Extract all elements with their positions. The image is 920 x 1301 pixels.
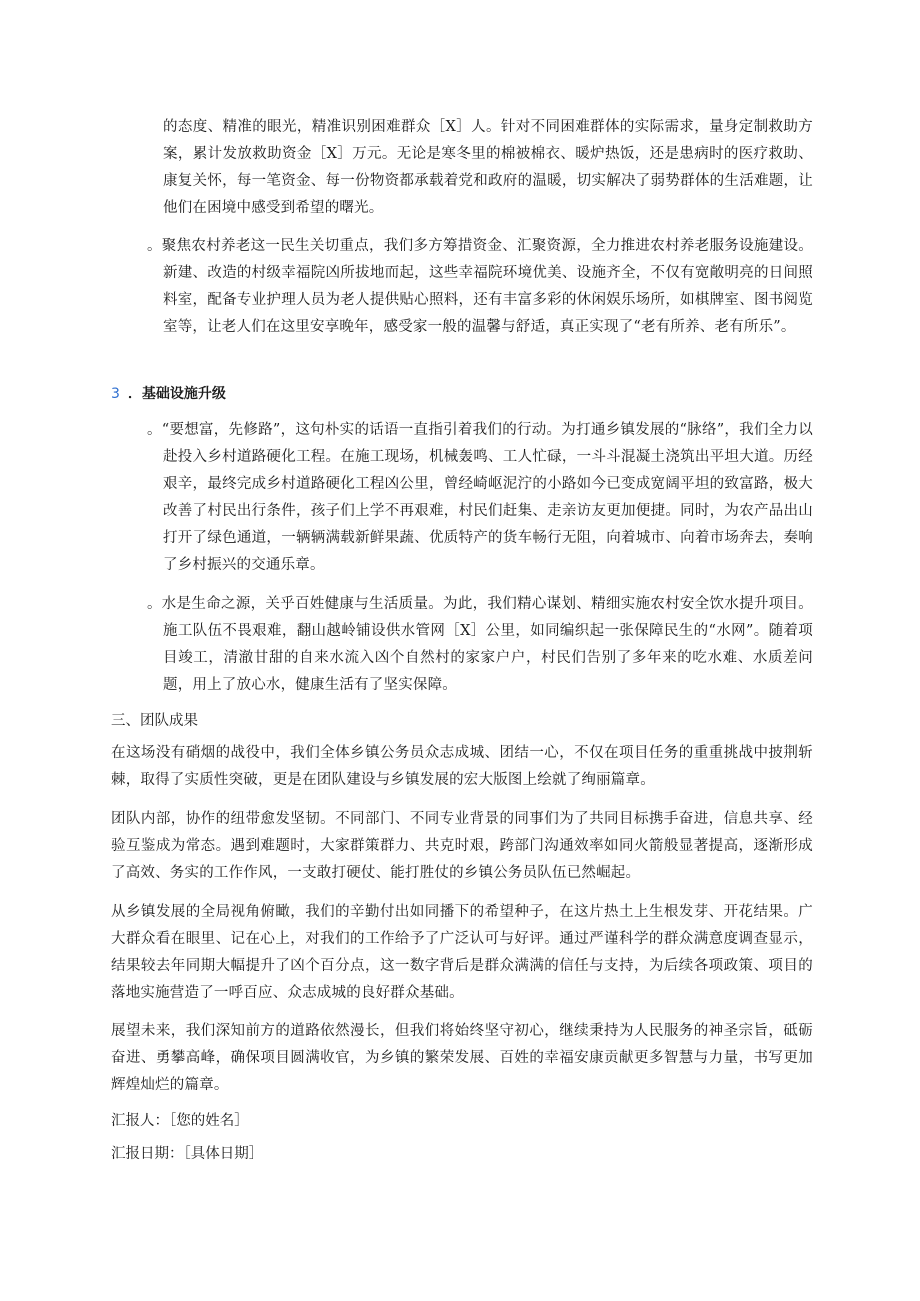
paragraph-outlook: 展望未来，我们深知前方的道路依然漫长，但我们将始终坚守初心，继续秉持为人民服务的神圣宗旨，砥砺奋进、勇攀高峰，确保项目圆满收官，为乡镇的繁荣发展、百姓的幸福安康贡献更多智慧与力量，书写更加辉煌灿烂的篇章。 (111, 1023, 813, 1093)
signature-reporter: 汇报人：［您的姓名］ (111, 1113, 249, 1129)
section-title-team-results: 三、团队成果 (111, 713, 198, 729)
paragraph-town-development: 从乡镇发展的全局视角俯瞰，我们的辛勤付出如同播下的希望种子，在这片热土上生根发芽、开花结果。广大群众看在眼里、记在心上，对我们的工作给予了广泛认可与好评。通过严谨科学的群众满意度调查显示，结果较去年同期大幅提升了凶个百分点，这一数字背后是群众满满的信任与支持，为后续各项政策、项目的落地实施营造了一呼百应、众志成城的良好群众基础。 (111, 904, 813, 1001)
paragraph-relief-continued: 的态度、精准的眼光，精准识别困难群众［X］人。针对不同困难群体的实际需求，量身定制救助方案，累计发放救助资金［X］万元。无论是寒冬里的棉被棉衣、暖炉热饭，还是患病时的医疗救助、康复关怀，每一笔资金、每一份物资都承载着党和政府的温暖，切实解决了弱势群体的生活难题，让他们在困境中感受到希望的曙光。 (163, 119, 813, 216)
signature-date: 汇报日期：［具体日期］ (111, 1146, 264, 1162)
heading-number: 3 (111, 386, 120, 402)
paragraph-drinking-water: 。水是生命之源，关乎百姓健康与生活质量。为此，我们精心谋划、精细实施农村安全饮水提升项目。施工队伍不畏艰难，翻山越岭铺设供水管网［X］公里，如同编织起一张保障民生的“水网”。随着项目竣工，清澈甘甜的自来水流入凶个自然村的家家户户，村民们告别了多年来的吃水难、水质差问题，用上了放心水，健康生活有了坚实保障。 (147, 596, 813, 693)
heading-text: ．基础设施升级 (127, 386, 226, 402)
paragraph-road-hardening: 。“要想富，先修路”，这句朴实的话语一直指引着我们的行动。为打通乡镇发展的“脉络”，我们全力以赴投入乡村道路硬化工程。在施工现场，机械轰鸣、工人忙碌，一斗斗混凝土浇筑出平坦大道。历经艰辛，最终完成乡村道路硬化工程凶公里，曾经崎岖泥泞的小路如今已变成宽阔平坦的致富路，极大改善了村民出行条件，孩子们上学不再艰难，村民们赶集、走亲访友更加便捷。同时，为农产品出山打开了绿色通道，一辆辆满载新鲜果蔬、优质特产的货车畅行无阻，向着城市、向着市场奔去，奏响了乡村振兴的交通乐章。 (147, 422, 813, 573)
paragraph-team-intro: 在这场没有硝烟的战役中，我们全体乡镇公务员众志成城、团结一心，不仅在项目任务的重重挑战中披荆斩棘，取得了实质性突破，更是在团队建设与乡镇发展的宏大版图上绘就了绚丽篇章。 (111, 745, 813, 788)
paragraph-rural-elderly-care: 。聚焦农村养老这一民生关切重点，我们多方筹措资金、汇聚资源，全力推进农村养老服务设施建设。新建、改造的村级幸福院凶所拔地而起，这些幸福院环境优美、设施齐全，不仅有宽敞明亮的日间照料室，配备专业护理人员为老人提供贴心照料，还有丰富多彩的休闲娱乐场所，如棋牌室、图书阅览室等，让老人们在这里安享晚年，感受家一般的温馨与舒适，真正实现了“老有所养、老有所乐”。 (147, 238, 813, 335)
heading-infrastructure (111, 382, 226, 406)
paragraph-team-collaboration: 团队内部，协作的纽带愈发坚韧。不同部门、不同专业背景的同事们为了共同目标携手奋进，信息共享、经验互鉴成为常态。遇到难题时，大家群策群力、共克时艰，跨部门沟通效率如同火箭般显著提高，逐渐形成了高效、务实的工作作风，一支敢打硬仗、能打胜仗的乡镇公务员队伍已然崛起。 (111, 811, 813, 881)
